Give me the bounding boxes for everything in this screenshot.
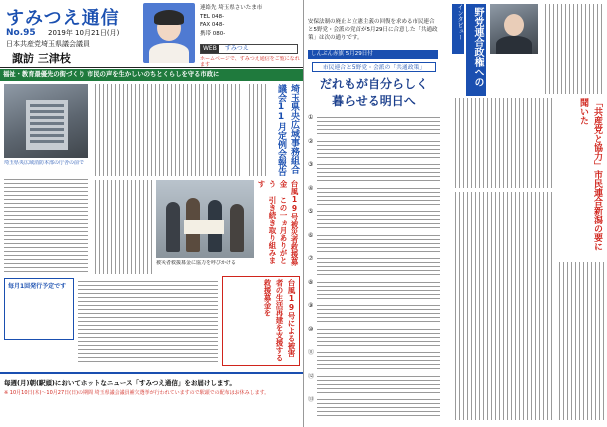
info-box-text: 毎月1回発行予定です bbox=[8, 283, 67, 290]
policy-item bbox=[308, 326, 440, 348]
portrait-hair bbox=[154, 10, 184, 25]
policy-item bbox=[308, 255, 440, 277]
contact-line: TEL 048- bbox=[200, 13, 225, 20]
relief-notice: 台風19号による被害者の生活再建を支援する救援募金を bbox=[222, 276, 300, 366]
policy-text bbox=[317, 396, 440, 418]
web-search-box[interactable] bbox=[200, 44, 298, 54]
footer bbox=[0, 372, 303, 427]
footer-main: 毎週(月)朝(駅頭)においてホットなニュース「すみつえ通信」をお届けします。 bbox=[4, 379, 236, 387]
policy-number: ④ bbox=[308, 184, 314, 192]
policy-item bbox=[308, 349, 440, 371]
policy-item bbox=[308, 114, 440, 136]
policy-text bbox=[317, 138, 440, 160]
contact-line: FAX 048- bbox=[200, 22, 225, 28]
info-box bbox=[4, 278, 74, 340]
photo-caption: 埼玉県央広域消防本部の庁舎の前で bbox=[4, 160, 85, 166]
web-search-value: すみつえ bbox=[224, 45, 249, 52]
footer-note: ※ 10月10日(木)〜10月27日(日)の期間 埼玉県議会議員補欠選挙が行われていますので駅頭での配布はお休みします。 bbox=[4, 390, 270, 396]
policy-text bbox=[317, 373, 440, 395]
contact-block bbox=[200, 4, 300, 40]
policy-text bbox=[317, 349, 440, 371]
policy-item bbox=[308, 208, 440, 230]
policy-number: ⑫ bbox=[308, 372, 315, 380]
policy-number: ⑨ bbox=[308, 302, 314, 310]
left-page bbox=[0, 0, 303, 427]
portrait-body bbox=[496, 36, 532, 54]
policy-item bbox=[308, 232, 440, 254]
policy-text bbox=[317, 208, 440, 230]
interview-title: 野党連合政権への bbox=[466, 4, 486, 96]
portrait-body bbox=[149, 43, 189, 63]
interviewee-photo bbox=[490, 4, 538, 54]
interview-intro bbox=[542, 4, 604, 94]
policy-number: ⑬ bbox=[308, 396, 315, 404]
policy-text bbox=[317, 326, 440, 348]
web-note: ホームページで、すみつえ通信をご覧になれます bbox=[200, 56, 300, 68]
policy-number: ⑤ bbox=[308, 208, 314, 216]
party-affiliation: 日本共産党埼玉県議会議員 bbox=[6, 40, 90, 48]
main-headline-1: だれもが自分らしく bbox=[319, 77, 428, 91]
policy-number: ⑥ bbox=[308, 231, 314, 239]
building-photo bbox=[4, 84, 88, 158]
main-headline-banner: 福祉・教育最優先の街づくり 市民の声を生かしいのちとくらしを守る市政に bbox=[0, 69, 303, 81]
policy-number: ⑪ bbox=[308, 349, 315, 357]
issue-number: No.95 bbox=[6, 28, 36, 38]
policy-number: ① bbox=[308, 114, 314, 121]
article-body-lower bbox=[78, 278, 218, 364]
policy-item bbox=[308, 138, 440, 160]
policy-text bbox=[317, 279, 440, 301]
policy-item bbox=[308, 302, 440, 324]
policy-item bbox=[308, 185, 440, 207]
article-body-vertical bbox=[92, 84, 242, 176]
policy-text bbox=[317, 185, 440, 207]
person-figure bbox=[230, 204, 244, 252]
right-page bbox=[304, 0, 607, 427]
relief-fund-title: 台風19号被災者救援募金 この一ヵ月ありがとう 引き続き取り組みます bbox=[257, 180, 299, 266]
policy-number: ② bbox=[308, 137, 314, 145]
policy-text bbox=[317, 161, 440, 183]
policy-item bbox=[308, 396, 440, 418]
portrait-photo bbox=[143, 3, 195, 63]
session-report-body bbox=[246, 84, 268, 176]
issue-date: 2019年 10月21日(月) bbox=[48, 29, 120, 37]
photo-caption: 被災者救援募金に協力を呼びかける bbox=[156, 260, 237, 266]
donation-sign bbox=[184, 220, 224, 234]
sub-headline: 市民連合と5野党・会派の「共通政策」 bbox=[312, 62, 436, 72]
interview-body-bottom bbox=[452, 192, 552, 420]
policy-item bbox=[308, 279, 440, 301]
interview-body-side bbox=[556, 262, 604, 420]
side-headline: 「共産党と協力」市民連合新潟の要に聞いた bbox=[578, 98, 602, 251]
header-intro: 安保法制の廃止と立憲主義の回復を求める市民連合と5野党・会派の党首が5月29日に合意した「共通政策」は次の通りです。 bbox=[308, 19, 438, 41]
policy-item bbox=[308, 373, 440, 395]
article-body-left bbox=[4, 176, 88, 274]
session-report-title: 埼玉県央広域事務組合議会11月定例会報告 bbox=[276, 84, 299, 176]
policy-item bbox=[308, 161, 440, 183]
contact-line: 携帯 080- bbox=[200, 30, 226, 37]
policy-text bbox=[317, 255, 440, 277]
portrait-face bbox=[504, 14, 524, 36]
policy-text bbox=[317, 302, 440, 324]
policy-number: ⑧ bbox=[308, 278, 314, 286]
policy-text bbox=[317, 232, 440, 254]
main-headline-2: 暮らせる明日へ bbox=[332, 94, 416, 108]
policy-text bbox=[317, 114, 440, 136]
newsletter-title: すみつえ通信 bbox=[6, 8, 120, 29]
masthead bbox=[0, 0, 303, 68]
article-body-middle bbox=[92, 180, 152, 274]
volunteers-photo bbox=[156, 180, 254, 258]
building-windows bbox=[30, 104, 64, 144]
interview-body-top bbox=[452, 98, 552, 188]
interview-label: インタビュー bbox=[452, 4, 464, 54]
policy-number: ③ bbox=[308, 161, 314, 169]
policy-list bbox=[308, 114, 440, 420]
header-source-label: しんぶん赤旗 5月29日付 bbox=[308, 50, 438, 59]
web-label: WEB bbox=[203, 45, 217, 52]
member-name: 諏訪 三津枝 bbox=[12, 52, 71, 65]
contact-line: 連絡先 埼玉県さいたま市 bbox=[200, 5, 263, 11]
person-figure bbox=[166, 202, 180, 252]
policy-number: ⑩ bbox=[308, 325, 314, 333]
policy-number: ⑦ bbox=[308, 255, 314, 263]
